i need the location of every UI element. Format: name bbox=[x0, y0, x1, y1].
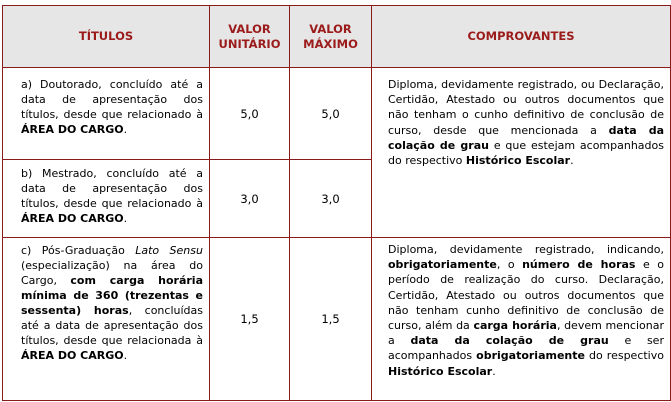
comprovantes-pos-graduacao: Diploma, devidamente registrado, indicando, obrigatoriamente, o número de horas e o período de realização do curso. Declaração, Certidão, Atestado ou outros documentos que não tenham cunho definitivo de conclusão de curso, além da carga horária, devem mencionar a data da colação de grau e ser acompanhados obrigatoriamente do respectivo Histórico Escolar. bbox=[372, 238, 671, 401]
titles-table bbox=[2, 5, 671, 401]
header-comprovantes: COMPROVANTES bbox=[372, 6, 671, 68]
header-valor-maximo: VALOR MÁXIMO bbox=[290, 6, 372, 68]
table-row bbox=[3, 238, 671, 401]
row-pos-graduacao-max: 1,5 bbox=[290, 238, 372, 401]
row-doutorado-unit: 5,0 bbox=[210, 68, 290, 160]
row-mestrado-max: 3,0 bbox=[290, 160, 372, 238]
row-pos-graduacao-desc: c) Pós-Graduação Lato Sensu (especialização) na área do Cargo, com carga horária mínima de 360 (trezentas e sessenta) horas, concluídas até a data de apresentação dos títulos, desde que relacionada à ÁREA DO CARGO. bbox=[3, 238, 210, 401]
row-mestrado-unit: 3,0 bbox=[210, 160, 290, 238]
row-mestrado-desc: b) Mestrado, concluído até a data de apresentação dos títulos, desde que relacionado à ÁREA DO CARGO. bbox=[3, 160, 210, 238]
header-row bbox=[3, 6, 671, 68]
row-pos-graduacao-unit: 1,5 bbox=[210, 238, 290, 401]
row-doutorado-desc: a) Doutorado, concluído até a data de apresentação dos títulos, desde que relacionado à ÁREA DO CARGO. bbox=[3, 68, 210, 160]
row-doutorado-max: 5,0 bbox=[290, 68, 372, 160]
header-valor-unitario: VALOR UNITÁRIO bbox=[210, 6, 290, 68]
comprovantes-doutorado-mestrado: Diploma, devidamente registrado, ou Declaração, Certidão, Atestado ou outros documentos que não tenham o cunho definitivo de conclusão de curso, desde que mencionada a data da colação de grau e que estejam acompanhados do respectivo Histórico Escolar. bbox=[372, 68, 671, 238]
table-row bbox=[3, 68, 671, 160]
header-titulos: TÍTULOS bbox=[3, 6, 210, 68]
